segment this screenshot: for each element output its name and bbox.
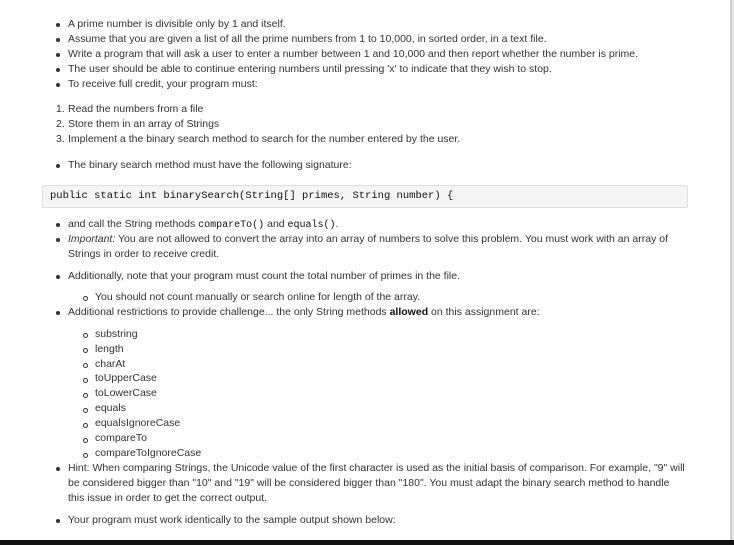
bullet-marker xyxy=(56,467,60,471)
sub-bullet-marker xyxy=(83,393,88,398)
restrictions-line xyxy=(68,305,540,320)
allowed-method: charAt xyxy=(95,358,126,370)
intro-item: Assume that you are given a list of all the prime numbers from 1 to 10,000, in sorted order, in a text file. xyxy=(68,33,547,45)
allowed-method: length xyxy=(95,343,124,355)
step-number: 3. xyxy=(56,133,65,145)
bullet-marker xyxy=(56,23,60,27)
bullet-marker xyxy=(56,38,60,42)
code-signature: public static int binarySearch(String[] primes, String number) { xyxy=(50,190,454,202)
step-text: Implement a the binary search method to search for the number entered by the user. xyxy=(68,133,461,145)
sub-bullet-marker xyxy=(83,423,88,428)
bullet-marker xyxy=(56,311,60,315)
allowed-method: compareTo xyxy=(95,432,147,444)
allowed-method: toUpperCase xyxy=(95,372,157,384)
signature-intro: The binary search method must have the following signature: xyxy=(68,159,352,171)
sub-bullet-marker xyxy=(83,348,88,353)
count-note: Additionally, note that your program must count the total number of primes in the file. xyxy=(68,270,461,282)
call-methods-middle: and xyxy=(264,218,288,230)
restrictions-prefix: Additional restrictions to provide challenge... the only String methods xyxy=(68,306,390,318)
intro-item: The user should be able to continue entering numbers until pressing 'x' to indicate that they wish to stop. xyxy=(68,63,552,75)
step-text: Store them in an array of Strings xyxy=(68,118,220,130)
sub-bullet-marker xyxy=(83,408,88,413)
restrictions-bold: allowed xyxy=(389,306,429,318)
bullet-marker xyxy=(56,238,60,242)
allowed-method: substring xyxy=(95,328,138,340)
important-label: Important: xyxy=(68,233,116,245)
call-methods-suffix: . xyxy=(335,218,339,230)
sub-bullet-marker xyxy=(83,296,88,301)
step-number: 1. xyxy=(56,103,65,115)
call-methods-prefix: and call the String methods xyxy=(68,218,199,230)
bullet-marker xyxy=(56,275,60,279)
bullet-marker xyxy=(56,83,60,87)
important-note xyxy=(68,232,686,262)
sub-bullet-marker xyxy=(83,363,88,368)
bullet-marker xyxy=(56,164,60,168)
allowed-method: equalsIgnoreCase xyxy=(95,417,181,429)
method-compareto: compareTo() xyxy=(198,220,265,231)
bullet-marker xyxy=(56,519,60,523)
window-bottom-edge xyxy=(0,540,734,545)
bullet-marker xyxy=(56,68,60,72)
intro-item: Write a program that will ask a user to enter a number between 1 and 10,000 and then report whether the number is prime. xyxy=(68,48,639,60)
hint-text: Hint: When comparing Strings, the Unicode value of the first character is used as the initial basis of comparison. For example, "9" will be considered bigger than "10" and "19" will be considered bigger than "180". You must adapt the binary search method to handle this issue in order to get the correct output. xyxy=(68,462,685,504)
count-subnote: You should not count manually or search online for length of the array. xyxy=(95,291,421,303)
final-note: Your program must work identically to the sample output shown below: xyxy=(68,514,396,526)
sub-bullet-marker xyxy=(83,438,88,443)
method-equals: equals() xyxy=(287,220,336,231)
intro-item: To receive full credit, your program must: xyxy=(68,78,258,90)
allowed-method: equals xyxy=(95,402,126,414)
code-block xyxy=(42,185,688,208)
bullet-marker xyxy=(56,53,60,57)
important-text: You are not allowed to convert the array into an array of numbers to solve this problem. You must work with an array of Strings in order to receive credit. xyxy=(68,233,668,260)
intro-item: A prime number is divisible only by 1 and itself. xyxy=(68,18,286,30)
allowed-method: compareToIgnoreCase xyxy=(95,447,202,459)
sub-bullet-marker xyxy=(83,453,88,458)
bullet-marker xyxy=(56,223,60,227)
step-text: Read the numbers from a file xyxy=(68,103,204,115)
restrictions-suffix: on this assignment are: xyxy=(428,306,540,318)
allowed-method: toLowerCase xyxy=(95,387,157,399)
step-number: 2. xyxy=(56,118,65,130)
call-methods-line xyxy=(68,217,338,233)
sub-bullet-marker xyxy=(83,333,88,338)
sub-bullet-marker xyxy=(83,378,88,383)
